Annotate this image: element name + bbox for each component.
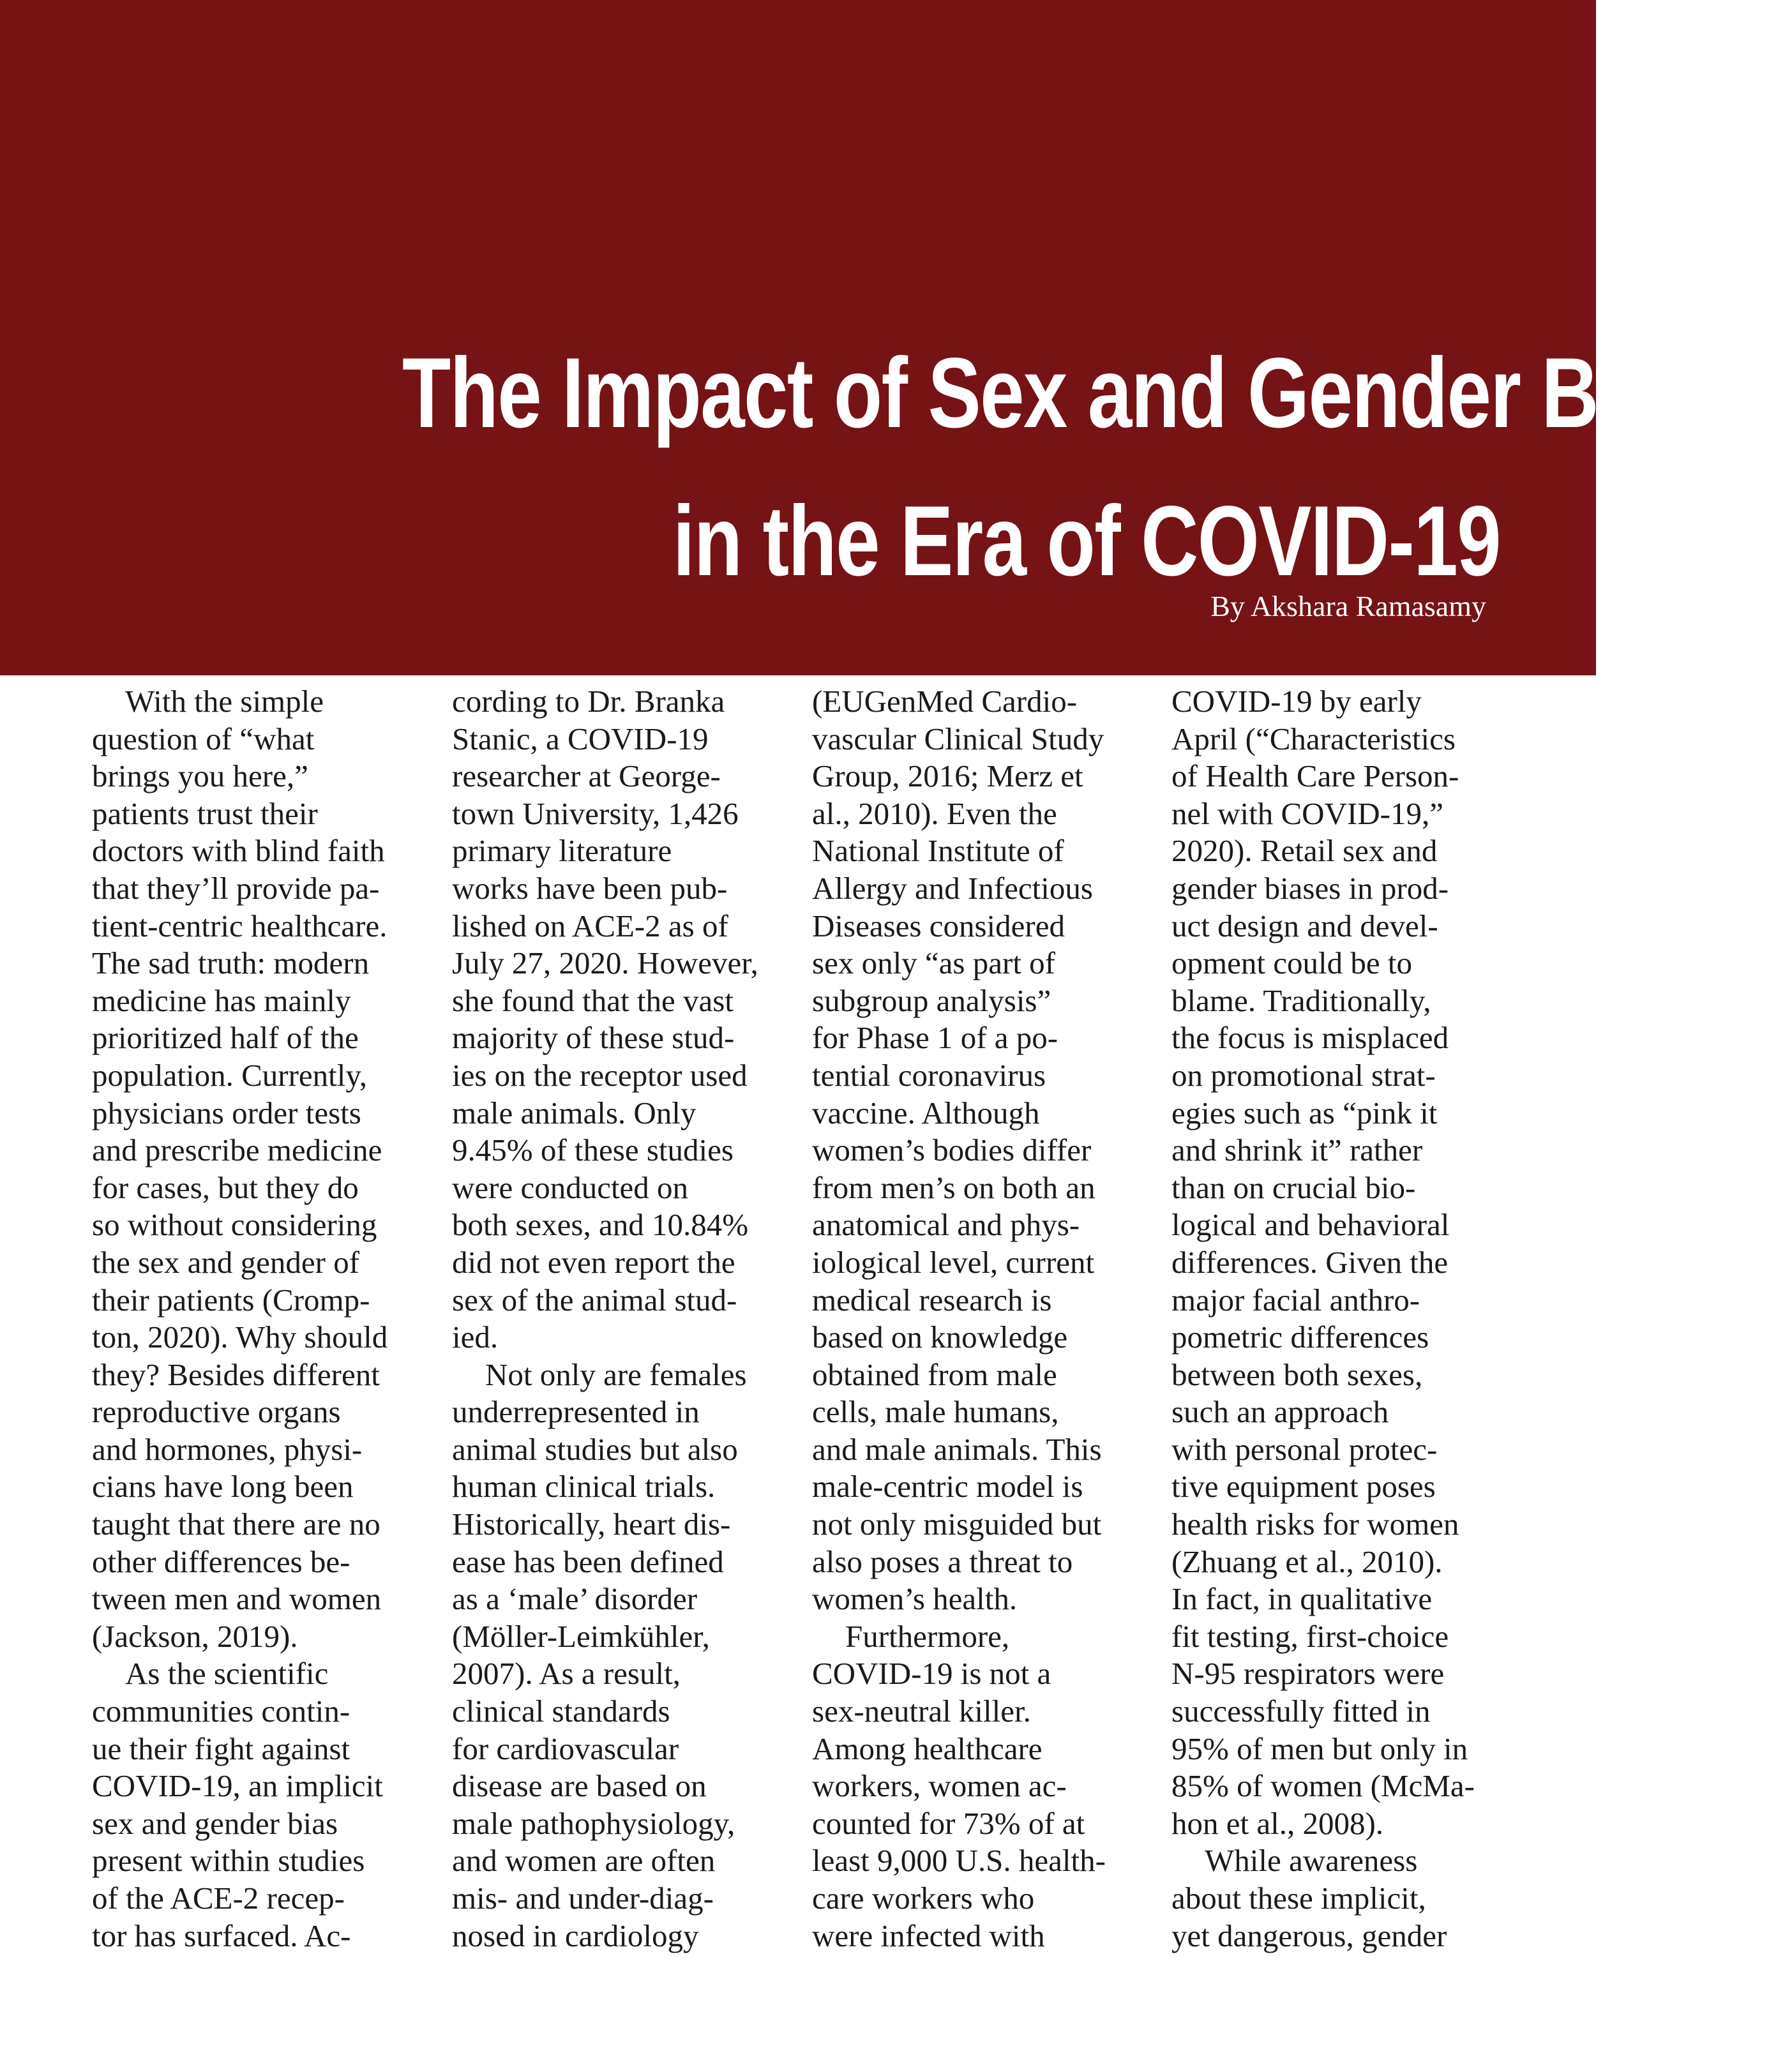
text-line: (Möller-Leimkühler,	[452, 1618, 710, 1654]
text-line: gender biases in prod-	[1171, 870, 1449, 906]
text-line: the focus is misplaced	[1171, 1020, 1449, 1056]
text-line: tient-centric healthcare.	[92, 908, 388, 943]
article-byline: By Akshara Ramasamy	[1210, 590, 1486, 622]
text-line: medicine has mainly	[92, 982, 351, 1018]
text-line: differences. Given the	[1171, 1244, 1449, 1280]
text-line: works have been pub-	[452, 870, 728, 906]
text-line: women’s health.	[812, 1581, 1018, 1617]
text-line: pometric differences	[1171, 1319, 1429, 1355]
text-line: cells, male humans,	[812, 1394, 1059, 1430]
text-line: also poses a threat to	[812, 1543, 1073, 1579]
text-line: care workers who	[812, 1881, 1035, 1916]
text-line: human clinical trials.	[452, 1469, 716, 1505]
text-line: COVID-19 by early	[1171, 684, 1422, 719]
text-line: ton, 2020). Why should	[92, 1319, 388, 1355]
text-line: vascular Clinical Study	[812, 721, 1104, 756]
text-line: (EUGenMed Cardio-	[812, 684, 1078, 719]
text-line: Stanic, a COVID-19	[452, 721, 709, 756]
text-line: for cases, but they do	[92, 1169, 359, 1205]
text-line: for cardiovascular	[452, 1731, 679, 1766]
text-line: logical and behavioral	[1171, 1207, 1450, 1243]
text-line: animal studies but also	[452, 1431, 738, 1467]
text-line: cians have long been	[92, 1469, 354, 1505]
text-line: medical research is	[812, 1282, 1052, 1318]
text-line: the sex and gender of	[92, 1244, 360, 1280]
text-line: physicians order tests	[92, 1095, 361, 1130]
text-line: town University, 1,426	[452, 795, 739, 831]
text-line: Allergy and Infectious	[812, 870, 1093, 906]
paragraph	[92, 683, 424, 1655]
text-line: and women are often	[452, 1843, 716, 1879]
text-line: uct design and devel-	[1171, 908, 1438, 943]
text-line: about these implicit,	[1171, 1881, 1426, 1916]
text-line: tween men and women	[92, 1581, 382, 1617]
text-line: The sad truth: modern	[92, 945, 370, 981]
text-column-1	[92, 683, 424, 1955]
text-line: for Phase 1 of a po-	[812, 1020, 1058, 1056]
text-line: fit testing, first-choice	[1171, 1618, 1449, 1654]
text-line: Furthermore,	[845, 1618, 1010, 1654]
paragraph	[1171, 1842, 1503, 1955]
text-line: Among healthcare	[812, 1731, 1043, 1766]
text-line: (Zhuang et al., 2010).	[1171, 1543, 1443, 1579]
text-line: doctors with blind faith	[92, 833, 385, 869]
text-line: National Institute of	[812, 833, 1064, 869]
text-line: hon et al., 2008).	[1171, 1805, 1384, 1841]
text-line: opment could be to	[1171, 945, 1412, 981]
text-line: on promotional strat-	[1171, 1057, 1436, 1093]
text-line: Not only are females	[485, 1356, 747, 1392]
text-line: reproductive organs	[92, 1394, 341, 1430]
text-line: least 9,000 U.S. health-	[812, 1843, 1106, 1879]
text-line: nel with COVID-19,”	[1171, 795, 1443, 831]
text-line: and male animals. This	[812, 1431, 1102, 1467]
text-line: yet dangerous, gender	[1171, 1918, 1447, 1953]
paragraph	[812, 683, 1144, 1618]
text-line: so without considering	[92, 1207, 377, 1243]
text-line: question of “what	[92, 721, 315, 756]
text-line: she found that the vast	[452, 982, 734, 1018]
text-line: and prescribe medicine	[92, 1132, 382, 1168]
text-line: present within studies	[92, 1843, 365, 1879]
text-line: and shrink it” rather	[1171, 1132, 1423, 1168]
text-line: 2007). As a result,	[452, 1656, 681, 1692]
text-line: ies on the receptor used	[452, 1057, 748, 1093]
text-line: based on knowledge	[812, 1319, 1068, 1355]
text-line: Diseases considered	[812, 908, 1065, 943]
text-line: patients trust their	[92, 795, 318, 831]
paragraph	[452, 1356, 784, 1955]
text-line: not only misguided but	[812, 1506, 1102, 1542]
text-line: disease are based on	[452, 1768, 707, 1804]
text-line: 2020). Retail sex and	[1171, 833, 1438, 869]
text-line: their patients (Cromp-	[92, 1282, 370, 1318]
text-line: COVID-19, an implicit	[92, 1768, 383, 1804]
text-line: were infected with	[812, 1918, 1045, 1953]
text-line: were conducted on	[452, 1169, 689, 1205]
text-line: sex only “as part of	[812, 945, 1055, 981]
text-line: tor has surfaced. Ac-	[92, 1918, 351, 1953]
text-line: Historically, heart dis-	[452, 1506, 731, 1542]
text-line: workers, women ac-	[812, 1768, 1067, 1804]
text-line: brings you here,”	[92, 758, 308, 794]
text-line: As the scientific	[125, 1656, 329, 1692]
text-line: ied.	[452, 1319, 499, 1355]
text-line: al., 2010). Even the	[812, 795, 1057, 831]
text-line: (Jackson, 2019).	[92, 1618, 298, 1654]
text-line: sex of the animal stud-	[452, 1282, 737, 1318]
text-column-2	[452, 683, 784, 1955]
text-line: sex and gender bias	[92, 1805, 338, 1841]
text-line: between both sexes,	[1171, 1356, 1423, 1392]
text-line: egies such as “pink it	[1171, 1095, 1438, 1130]
text-line: and hormones, physi-	[92, 1431, 363, 1467]
text-line: counted for 73% of at	[812, 1805, 1085, 1841]
text-line: than on crucial bio-	[1171, 1169, 1416, 1205]
text-line: mis- and under-diag-	[452, 1881, 714, 1916]
article-title	[402, 319, 1792, 615]
text-line: they? Besides different	[92, 1356, 380, 1392]
text-line: obtained from male	[812, 1356, 1057, 1392]
text-line: researcher at George-	[452, 758, 721, 794]
text-line: COVID-19 is not a	[812, 1656, 1051, 1692]
text-line: women’s bodies differ	[812, 1132, 1092, 1168]
text-column-3	[812, 683, 1144, 1955]
text-line: clinical standards	[452, 1693, 670, 1729]
article-title-line-1: The Impact of Sex and Gender Biases	[402, 338, 1792, 449]
text-line: Group, 2016; Merz et	[812, 758, 1083, 794]
article-title-line-2: in the Era of COVID-19	[672, 486, 1500, 597]
text-line: underrepresented in	[452, 1394, 700, 1430]
text-line: that they’ll provide pa-	[92, 870, 380, 906]
text-line: vaccine. Although	[812, 1095, 1040, 1130]
text-line: from men’s on both an	[812, 1169, 1096, 1205]
text-line: subgroup analysis”	[812, 982, 1051, 1018]
paragraph	[812, 1618, 1144, 1955]
text-line: While awareness	[1205, 1843, 1418, 1879]
text-line: male pathophysiology,	[452, 1805, 735, 1841]
text-line: tive equipment poses	[1171, 1469, 1436, 1505]
text-line: health risks for women	[1171, 1506, 1459, 1542]
text-line: population. Currently,	[92, 1057, 367, 1093]
text-line: taught that there are no	[92, 1506, 380, 1542]
text-line: did not even report the	[452, 1244, 735, 1280]
text-line: male-centric model is	[812, 1469, 1083, 1505]
text-line: communities contin-	[92, 1693, 350, 1729]
text-line: of the ACE-2 recep-	[92, 1881, 345, 1916]
paragraph	[92, 1655, 424, 1955]
text-line: primary literature	[452, 833, 672, 869]
text-line: cording to Dr. Branka	[452, 684, 725, 719]
text-line: ue their fight against	[92, 1731, 350, 1766]
text-line: male animals. Only	[452, 1095, 696, 1130]
text-column-4	[1171, 683, 1503, 1955]
text-line: anatomical and phys-	[812, 1207, 1080, 1243]
text-line: 85% of women (McMa-	[1171, 1768, 1475, 1804]
text-line: ease has been defined	[452, 1543, 724, 1579]
text-line: iological level, current	[812, 1244, 1095, 1280]
text-line: 9.45% of these studies	[452, 1132, 734, 1168]
text-line: lished on ACE-2 as of	[452, 908, 728, 943]
text-line: 95% of men but only in	[1171, 1731, 1468, 1766]
text-line: With the simple	[125, 684, 324, 719]
text-line: tential coronavirus	[812, 1057, 1046, 1093]
text-line: major facial anthro-	[1171, 1282, 1420, 1318]
text-line: with personal protec-	[1171, 1431, 1438, 1467]
title-banner	[0, 0, 1792, 675]
text-line: majority of these stud-	[452, 1020, 735, 1056]
text-line: successfully fitted in	[1171, 1693, 1431, 1729]
paragraph	[1171, 683, 1503, 1842]
paragraph	[452, 683, 784, 1356]
text-line: such an approach	[1171, 1394, 1389, 1430]
text-line: April (“Characteristics	[1171, 721, 1456, 756]
text-line: sex-neutral killer.	[812, 1693, 1031, 1729]
text-line: both sexes, and 10.84%	[452, 1207, 749, 1243]
text-line: as a ‘male’ disorder	[452, 1581, 698, 1617]
text-line: July 27, 2020. However,	[452, 945, 758, 981]
text-line: blame. Traditionally,	[1171, 982, 1431, 1018]
text-line: of Health Care Person-	[1171, 758, 1459, 794]
text-line: other differences be-	[92, 1543, 350, 1579]
text-line: In fact, in qualitative	[1171, 1581, 1433, 1617]
text-line: nosed in cardiology	[452, 1918, 699, 1953]
text-line: prioritized half of the	[92, 1020, 359, 1056]
text-line: N-95 respirators were	[1171, 1656, 1445, 1692]
